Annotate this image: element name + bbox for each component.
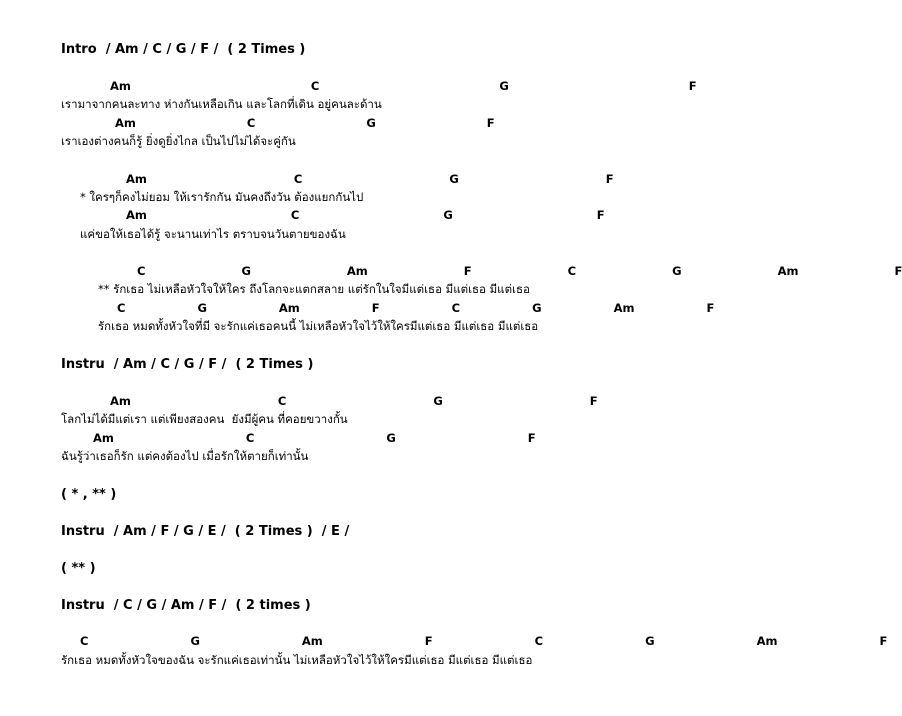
prechorus-chords-2: Am C G F: [126, 208, 605, 222]
verse2-chords-2: Am C G F: [93, 431, 536, 445]
verse1-chords-2: Am C G F: [115, 116, 495, 130]
instru-line-1: Instru / Am / C / G / F / ( 2 Times ): [61, 357, 314, 372]
intro-line: Intro / Am / C / G / F / ( 2 Times ): [61, 42, 306, 57]
verse1-lyrics-2: เราเองต่างคนก็รู้ ยิ่งดูยิ่งไกล เป็นไปไม่ได้จะคู่กัน: [61, 134, 296, 148]
chorus-chords-2: C G Am F C G Am F: [117, 301, 715, 315]
verse1-lyrics-1: เรามาจากคนละทาง ห่างกันเหลือเกิน และโลกที่เดิน อยู่คนละด้าน: [61, 97, 382, 111]
verse2-lyrics-2: ฉันรู้ว่าเธอก็รัก แต่คงต้องไป เมื่อรักให้ตายก็เท่านั้น: [61, 449, 309, 463]
prechorus-chords-1: Am C G F: [126, 172, 614, 186]
verse2-lyrics-1: โลกไม่ได้มีแต่เรา แต่เพียงสองคน ยังมีผู้คน ที่คอยขวางกั้น: [61, 412, 348, 426]
verse1-chords-1: Am C G F: [110, 79, 697, 93]
ending-lyrics: รักเธอ หมดทั้งหัวใจของฉัน จะรักแค่เธอเท่านั้น ไม่เหลือหัวใจไว้ให้ใครมีแต่เธอ มีแต่เธอ มีแต่เธอ: [61, 653, 533, 667]
chorus-lyrics-1: ** รักเธอ ไม่เหลือหัวใจให้ใคร ถึงโลกจะแตกสลาย แต่รักในใจมีแต่เธอ มีแต่เธอ มีแต่เธอ: [98, 282, 530, 296]
ending-chords: C G Am F C G Am F: [80, 634, 888, 648]
chorus-chords-1: C G Am F C G Am F: [137, 264, 902, 278]
instru-line-2: Instru / Am / F / G / E / ( 2 Times ) / E /: [61, 524, 350, 539]
prechorus-lyrics-1: * ใครๆก็คงไม่ยอม ให้เรารักกัน มันคงถึงวัน ต้องแยกกันไป: [80, 190, 364, 204]
repeat-line-2: ( ** ): [61, 561, 96, 576]
repeat-line-1: ( * , ** ): [61, 487, 117, 502]
verse2-chords-1: Am C G F: [110, 394, 598, 408]
prechorus-lyrics-2: แค่ขอให้เธอได้รู้ จะนานเท่าไร ตราบจนวันตายของฉัน: [80, 227, 346, 241]
chorus-lyrics-2: รักเธอ หมดทั้งหัวใจที่มี จะรักแค่เธอคนนี้ ไม่เหลือหัวใจไว้ให้ใครมีแต่เธอ มีแต่เธอ มีแต่เธอ: [98, 319, 539, 333]
instru-line-3: Instru / C / G / Am / F / ( 2 times ): [61, 598, 311, 613]
